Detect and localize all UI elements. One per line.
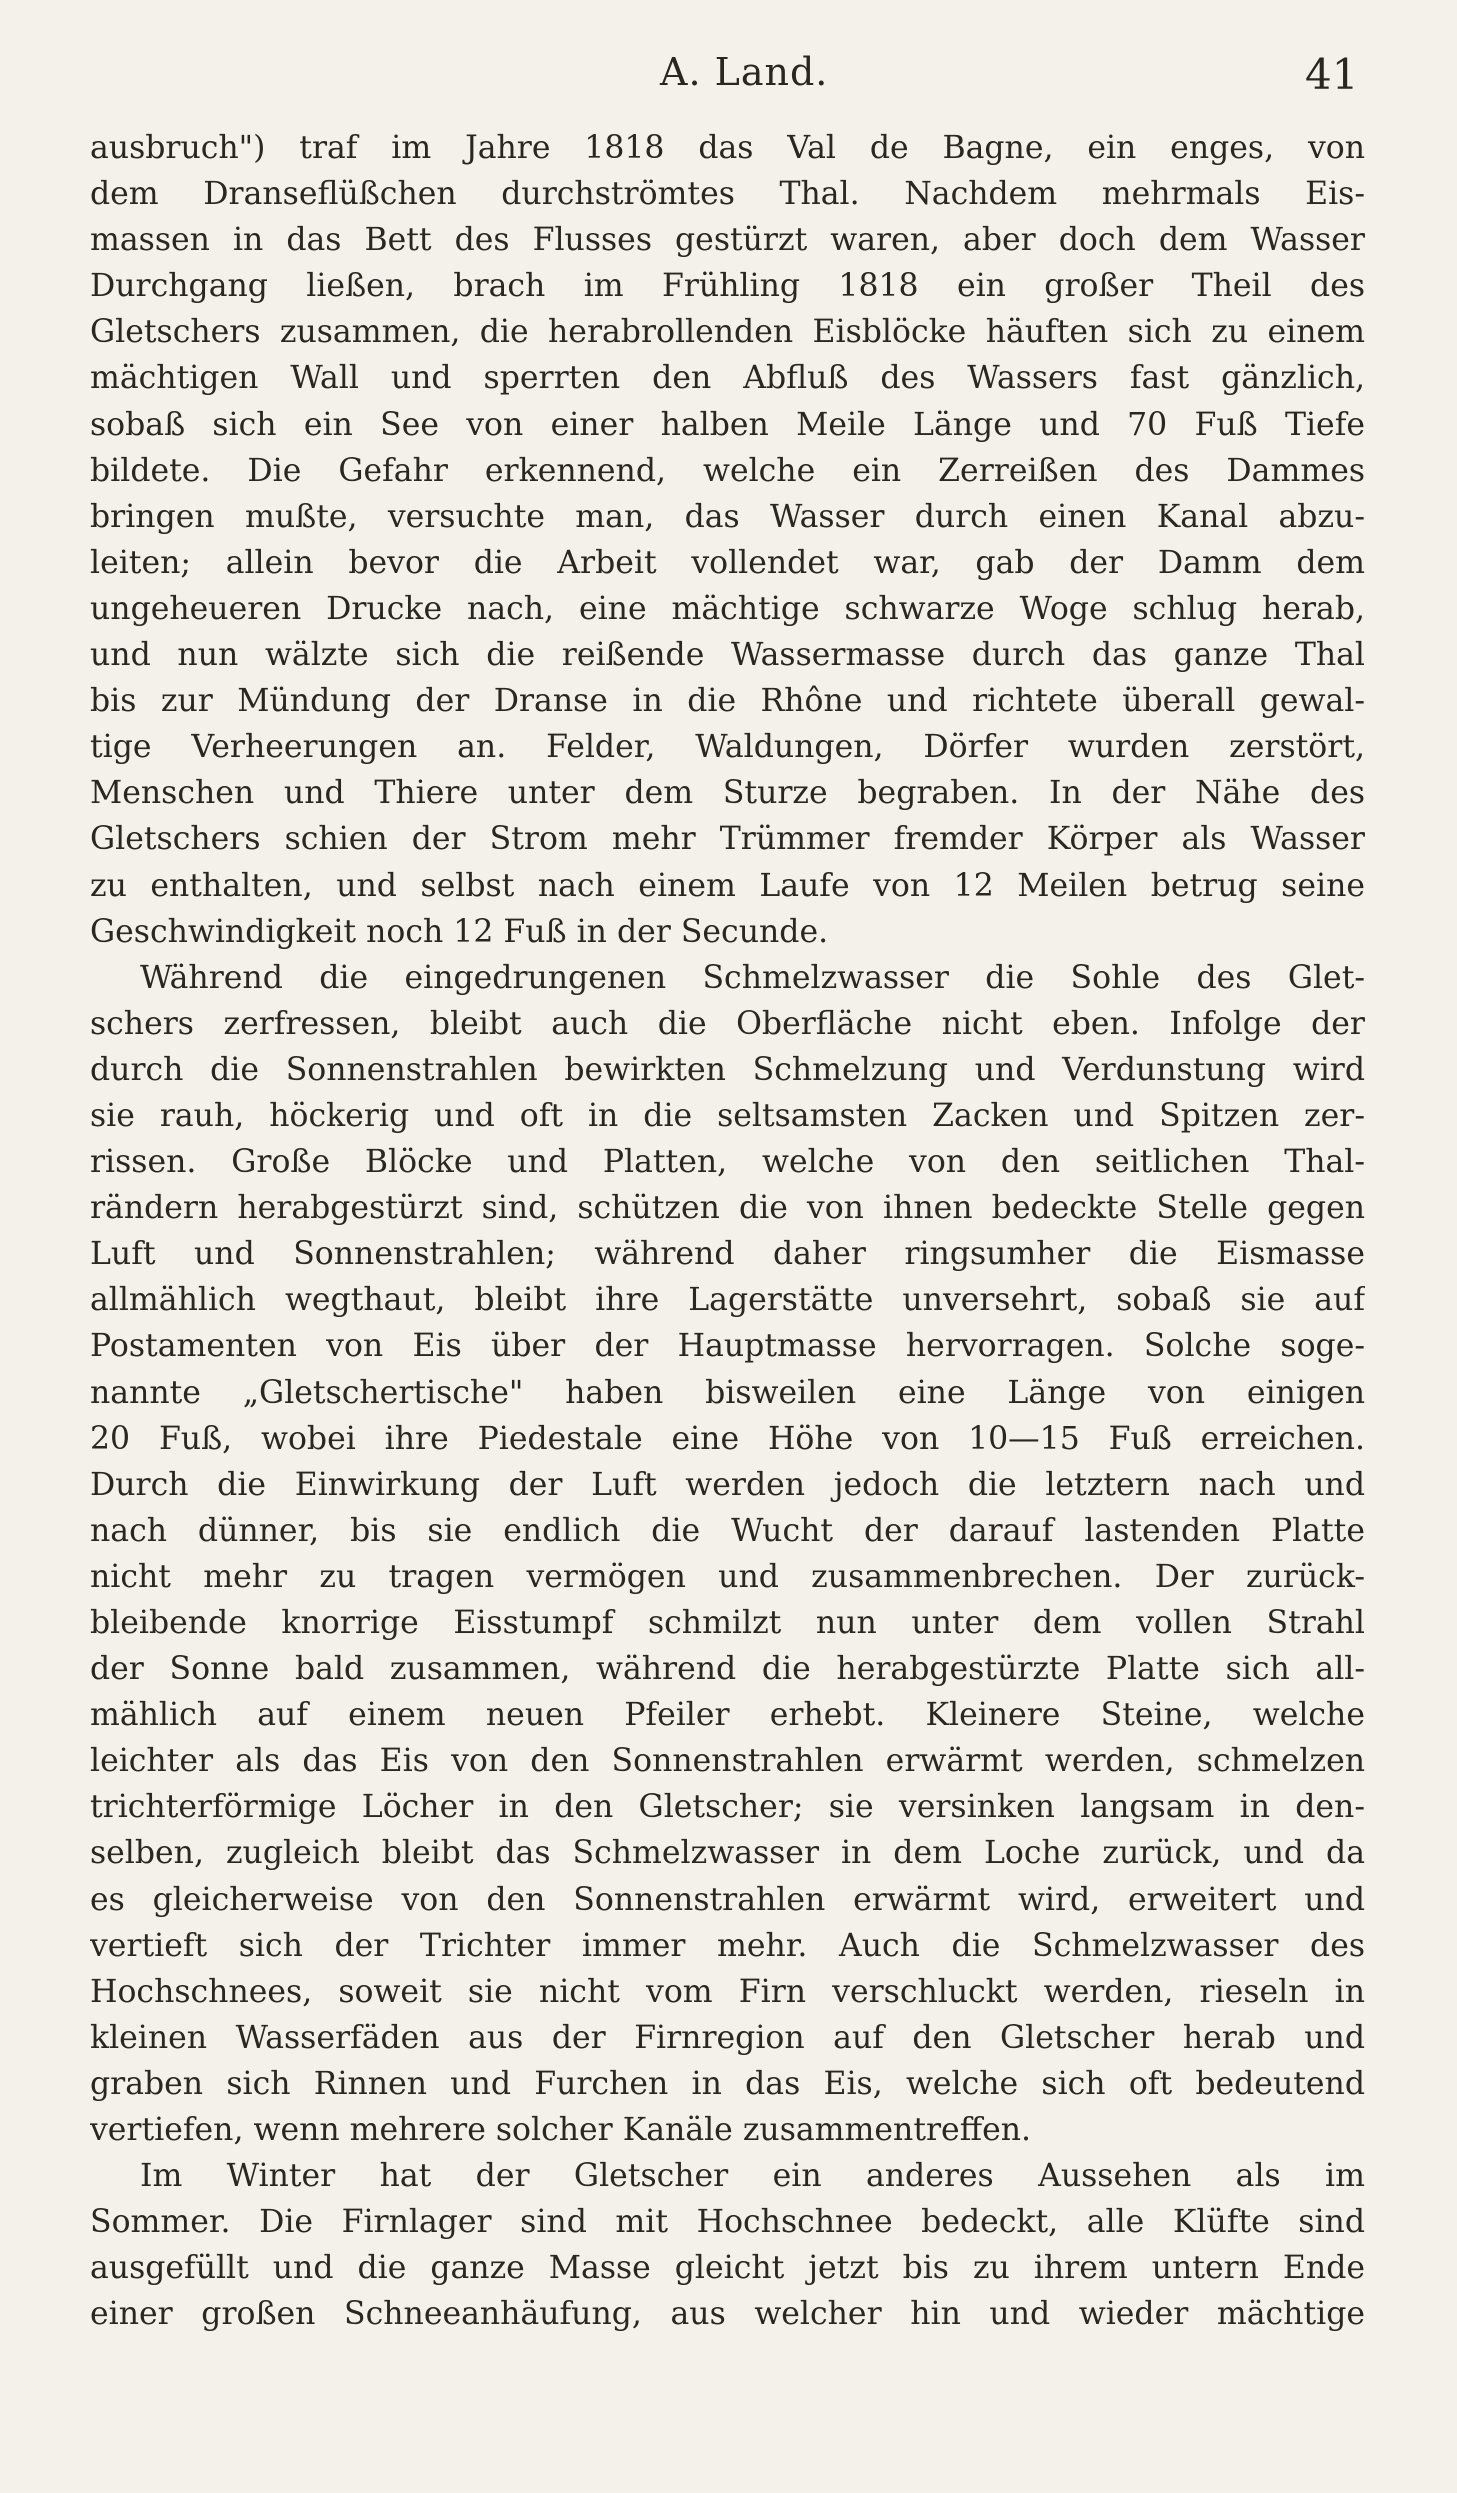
paragraph-first-line: Im Winter hat der Gletscher ein anderes Aussehen als im	[140, 2158, 1365, 2195]
paragraph-first-line: Während die eingedrungenen Schmelzwasser die Sohle des Glet-	[140, 959, 1365, 996]
text-line: allmählich wegthaut, bleibt ihre Lagerstätte unversehrt, sobaß sie auf	[90, 1282, 1365, 1319]
text-line: vertieft sich der Trichter immer mehr. Auch die Schmelzwasser des	[90, 1927, 1365, 1964]
text-line: Postamenten von Eis über der Hauptmasse hervorragen. Solche soge-	[90, 1328, 1365, 1365]
text-line: rissen. Große Blöcke und Platten, welche von den seitlichen Thal-	[90, 1144, 1365, 1181]
text-line: bis zur Mündung der Dranse in die Rhône und richtete überall gewal-	[90, 683, 1365, 720]
text-line: mählich auf einem neuen Pfeiler erhebt. Kleinere Steine, welche	[90, 1697, 1365, 1734]
text-line: tige Verheerungen an. Felder, Waldungen, Dörfer wurden zerstört,	[90, 729, 1365, 766]
text-line: bildete. Die Gefahr erkennend, welche ein Zerreißen des Dammes	[90, 452, 1365, 489]
body-text	[90, 125, 1365, 2338]
text-line: durch die Sonnenstrahlen bewirkten Schmelzung und Verdunstung wird	[90, 1051, 1365, 1088]
text-line: nach dünner, bis sie endlich die Wucht der darauf lastenden Platte	[90, 1512, 1365, 1549]
text-line: ungeheueren Drucke nach, eine mächtige schwarze Woge schlug herab,	[90, 590, 1365, 627]
text-line: kleinen Wasserfäden aus der Firnregion auf den Gletscher herab und	[90, 2019, 1365, 2056]
text-line: Gletschers zusammen, die herabrollenden Eisblöcke häuften sich zu einem	[90, 314, 1365, 351]
text-line: Gletschers schien der Strom mehr Trümmer fremder Körper als Wasser	[90, 821, 1365, 858]
text-line: ausgefüllt und die ganze Masse gleicht jetzt bis zu ihrem untern Ende	[90, 2250, 1365, 2287]
text-line: graben sich Rinnen und Furchen in das Eis, welche sich oft bedeutend	[90, 2065, 1365, 2102]
text-line: mächtigen Wall und sperrten den Abfluß des Wassers fast gänzlich,	[90, 360, 1365, 397]
paragraph-last-line: Geschwindigkeit noch 12 Fuß in der Secunde.	[90, 913, 829, 950]
text-line: Luft und Sonnenstrahlen; während daher ringsumher die Eismasse	[90, 1236, 1365, 1273]
text-line: selben, zugleich bleibt das Schmelzwasser in dem Loche zurück, und da	[90, 1835, 1365, 1872]
text-line: es gleicherweise von den Sonnenstrahlen erwärmt wird, erweitert und	[90, 1881, 1365, 1918]
text-line: zu enthalten, und selbst nach einem Laufe von 12 Meilen betrug seine	[90, 867, 1365, 904]
text-line: ausbruch") traf im Jahre 1818 das Val de Bagne, ein enges, von	[90, 130, 1365, 166]
text-line: leichter als das Eis von den Sonnenstrahlen erwärmt werden, schmelzen	[90, 1743, 1365, 1780]
text-line: schers zerfressen, bleibt auch die Oberfläche nicht eben. Infolge der	[90, 1005, 1365, 1042]
text-line: Sommer. Die Firnlager sind mit Hochschnee bedeckt, alle Klüfte sind	[90, 2204, 1365, 2241]
text-line: einer großen Schneeanhäufung, aus welcher hin und wieder mächtige	[90, 2296, 1365, 2333]
text-line: massen in das Bett des Flusses gestürzt waren, aber doch dem Wasser	[90, 222, 1365, 259]
text-line: Durch die Einwirkung der Luft werden jedoch die letztern nach und	[90, 1466, 1365, 1503]
text-line: nannte „Gletschertische" haben bisweilen eine Länge von einigen	[90, 1374, 1365, 1411]
text-line: leiten; allein bevor die Arbeit vollendet war, gab der Damm dem	[90, 544, 1365, 581]
text-line: sie rauh, höckerig und oft in die seltsamsten Zacken und Spitzen zer-	[90, 1097, 1365, 1134]
text-line: Durchgang ließen, brach im Frühling 1818 ein großer Theil des	[90, 268, 1365, 305]
text-line: Menschen und Thiere unter dem Sturze begraben. In der Nähe des	[90, 775, 1365, 812]
text-line: der Sonne bald zusammen, während die herabgestürzte Platte sich all-	[90, 1651, 1365, 1688]
text-line: nicht mehr zu tragen vermögen und zusammenbrechen. Der zurück-	[90, 1558, 1365, 1595]
text-line: Hochschnees, soweit sie nicht vom Firn verschluckt werden, rieseln in	[90, 1973, 1365, 2010]
paragraph-last-line: vertiefen, wenn mehrere solcher Kanäle zusammentreffen.	[90, 2112, 1032, 2149]
running-head: A. Land.	[660, 50, 829, 94]
text-line: dem Dranseflüßchen durchströmtes Thal. Nachdem mehrmals Eis-	[90, 176, 1365, 213]
text-line: bleibende knorrige Eisstumpf schmilzt nun unter dem vollen Strahl	[90, 1605, 1365, 1641]
text-line: sobaß sich ein See von einer halben Meile Länge und 70 Fuß Tiefe	[90, 406, 1365, 443]
text-line: trichterförmige Löcher in den Gletscher; sie versinken langsam in den-	[90, 1789, 1365, 1826]
text-line: 20 Fuß, wobei ihre Piedestale eine Höhe von 10—15 Fuß erreichen.	[90, 1420, 1365, 1457]
text-line: rändern herabgestürzt sind, schützen die von ihnen bedeckte Stelle gegen	[90, 1190, 1365, 1227]
text-line: bringen mußte, versuchte man, das Wasser durch einen Kanal abzu-	[90, 498, 1365, 535]
page-number: 41	[1305, 50, 1359, 99]
text-line: und nun wälzte sich die reißende Wassermasse durch das ganze Thal	[90, 637, 1365, 674]
